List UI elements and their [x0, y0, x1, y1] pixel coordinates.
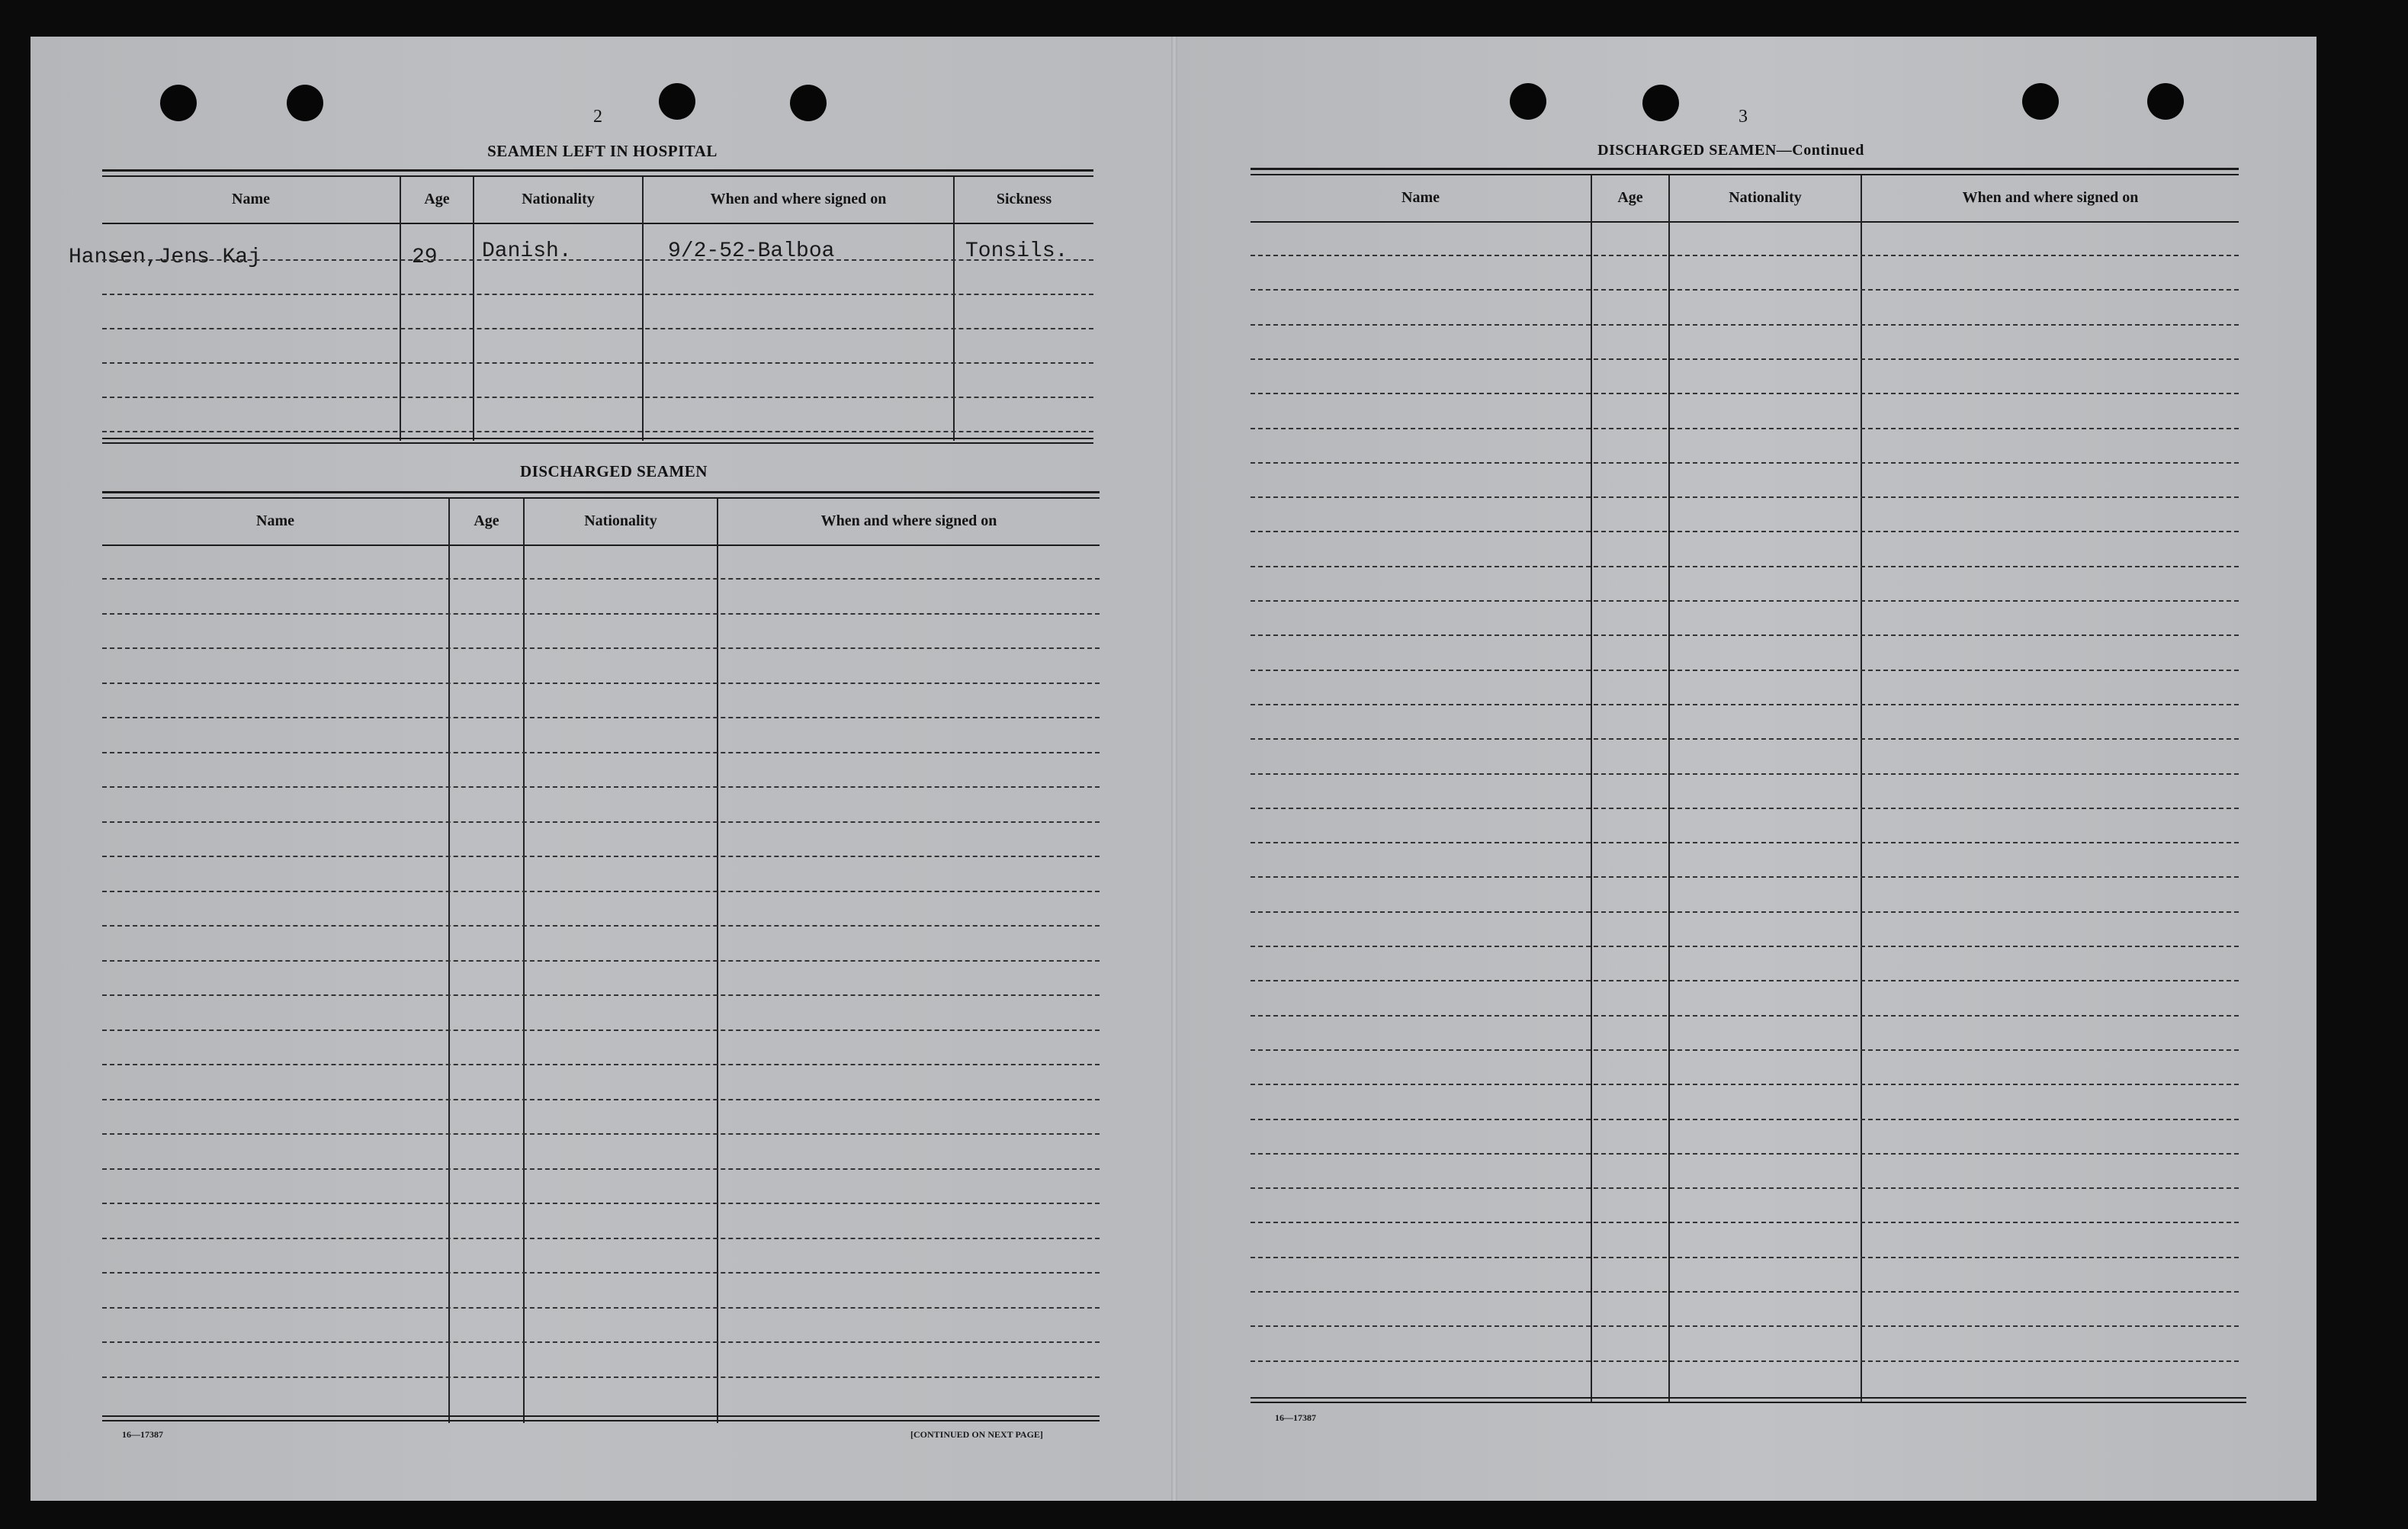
header-rule: [102, 544, 1100, 546]
ruled-line: [1251, 773, 2239, 775]
col-header-nationality: Nationality: [584, 512, 657, 529]
col-header-name: Name: [256, 512, 294, 529]
ruled-line: [102, 431, 1093, 432]
column-divider: [642, 177, 644, 441]
col-header-nationality: Nationality: [1729, 189, 1802, 206]
ruled-line: [102, 259, 1093, 261]
ruled-line: [1251, 842, 2239, 843]
ruled-line: [102, 960, 1100, 962]
ruled-line: [102, 1376, 1100, 1378]
ruled-line: [102, 994, 1100, 996]
col-header-name: Name: [232, 191, 270, 207]
rule: [1251, 1402, 2246, 1403]
ruled-line: [102, 821, 1100, 823]
hospital-sickness-cell: Tonsils.: [965, 239, 1068, 263]
ruled-line: [1251, 1187, 2239, 1189]
col-header-age: Age: [474, 512, 499, 529]
continued-note: [CONTINUED ON NEXT PAGE]: [910, 1429, 1043, 1440]
page-fold: [1171, 37, 1177, 1501]
ruled-line: [1251, 1360, 2239, 1362]
ruled-line: [102, 1064, 1100, 1065]
ruled-line: [1251, 1084, 2239, 1085]
column-divider: [953, 177, 955, 441]
ruled-line: [102, 717, 1100, 718]
rule: [102, 442, 1093, 444]
rule: [1251, 1397, 2246, 1399]
punch-hole: [790, 85, 827, 121]
ruled-line: [1251, 980, 2239, 981]
ruled-line: [102, 1341, 1100, 1343]
ruled-line: [102, 1099, 1100, 1100]
col-header-signed-on: When and where signed on: [1962, 189, 2139, 206]
ruled-line: [1251, 1119, 2239, 1120]
col-header-nationality: Nationality: [522, 191, 595, 207]
ruled-line: [1251, 600, 2239, 602]
ruled-line: [102, 786, 1100, 788]
header-rule: [1251, 221, 2239, 223]
page-number-left: 2: [593, 107, 602, 127]
rule: [1251, 174, 2239, 175]
hospital-age-cell: 29: [412, 246, 438, 269]
rule: [1251, 168, 2239, 170]
ruled-line: [1251, 1222, 2239, 1223]
col-header-signed-on: When and where signed on: [710, 191, 887, 207]
ruled-line: [102, 1168, 1100, 1170]
ruled-line: [1251, 496, 2239, 498]
ruled-line: [102, 1238, 1100, 1239]
ruled-line: [1251, 358, 2239, 360]
col-header-signed-on: When and where signed on: [820, 512, 997, 529]
ruled-line: [102, 1030, 1100, 1031]
ruled-line: [1251, 1291, 2239, 1293]
ruled-line: [102, 613, 1100, 615]
ruled-line: [1251, 634, 2239, 636]
punch-hole: [2147, 83, 2184, 120]
ruled-line: [1251, 1153, 2239, 1155]
ruled-line: [1251, 738, 2239, 740]
ruled-line: [102, 362, 1093, 364]
ruled-line: [1251, 428, 2239, 429]
ruled-line: [1251, 289, 2239, 291]
punch-hole: [2022, 83, 2059, 120]
ruled-line: [102, 578, 1100, 580]
ruled-line: [1251, 462, 2239, 464]
ruled-line: [1251, 1325, 2239, 1327]
ruled-line: [1251, 946, 2239, 947]
ruled-line: [1251, 1015, 2239, 1017]
discharged-continued-title: DISCHARGED SEAMEN—Continued: [1597, 142, 1864, 159]
page-number-right: 3: [1739, 107, 1748, 127]
ruled-line: [1251, 670, 2239, 671]
ruled-line: [1251, 255, 2239, 256]
column-divider: [473, 177, 474, 441]
punch-hole: [659, 83, 695, 120]
ruled-line: [102, 397, 1093, 398]
ruled-line: [102, 856, 1100, 857]
discharged-section-title: DISCHARGED SEAMEN: [520, 462, 708, 480]
ruled-line: [102, 1272, 1100, 1274]
ruled-line: [102, 683, 1100, 684]
ruled-line: [1251, 531, 2239, 532]
column-divider: [400, 177, 401, 441]
ruled-line: [102, 1307, 1100, 1309]
punch-hole: [1642, 85, 1679, 121]
ruled-line: [1251, 393, 2239, 394]
ruled-line: [1251, 876, 2239, 878]
ruled-line: [1251, 704, 2239, 705]
ruled-line: [1251, 566, 2239, 567]
ruled-line: [102, 1203, 1100, 1204]
col-header-sickness: Sickness: [996, 191, 1052, 207]
punch-hole: [1510, 83, 1546, 120]
col-header-name: Name: [1401, 189, 1440, 206]
rule: [102, 1420, 1100, 1421]
ruled-line: [1251, 911, 2239, 913]
punch-hole: [287, 85, 323, 121]
rule: [102, 491, 1100, 493]
ruled-line: [102, 1133, 1100, 1135]
hospital-signed-on-cell: 9/2-52-Balboa: [668, 239, 835, 263]
rule: [102, 438, 1093, 439]
ruled-line: [102, 294, 1093, 295]
ruled-line: [1251, 1049, 2239, 1051]
rule: [102, 175, 1093, 177]
ruled-line: [1251, 808, 2239, 809]
hospital-nationality-cell: Danish.: [482, 239, 572, 263]
ruled-line: [102, 891, 1100, 892]
form-number-left: 16—17387: [122, 1429, 163, 1440]
hospital-name-cell: Hansen,Jens Kaj: [69, 246, 262, 269]
ruled-line: [102, 647, 1100, 649]
punch-hole: [160, 85, 197, 121]
rule: [102, 497, 1100, 499]
rule: [102, 1415, 1100, 1417]
ruled-line: [102, 328, 1093, 329]
rule: [102, 169, 1093, 172]
hospital-section-title: SEAMEN LEFT IN HOSPITAL: [487, 142, 718, 160]
form-number-right: 16—17387: [1275, 1412, 1316, 1423]
ruled-line: [102, 925, 1100, 927]
ruled-line: [1251, 1257, 2239, 1258]
header-rule: [102, 223, 1093, 224]
right-page: [1174, 37, 2316, 1501]
ruled-line: [102, 752, 1100, 753]
col-header-age: Age: [1617, 189, 1643, 206]
col-header-age: Age: [424, 191, 450, 207]
ruled-line: [1251, 324, 2239, 326]
